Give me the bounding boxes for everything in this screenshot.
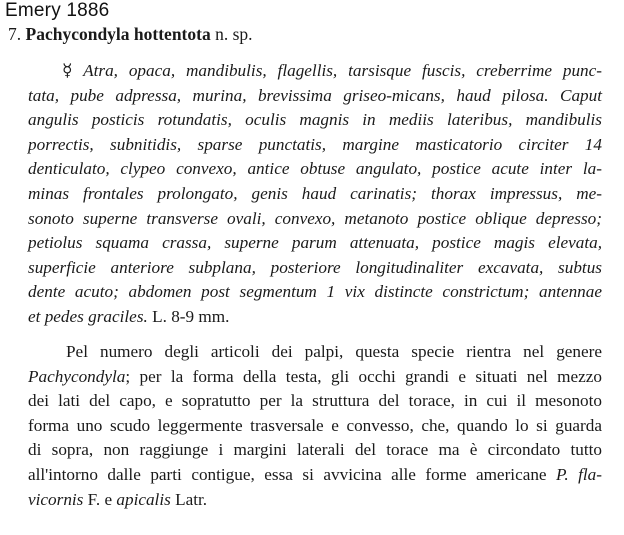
species-ref: apicalis <box>116 489 171 509</box>
discussion-line: di sopra, non raggiunge i margini laterali del torace ma è circondato tutto <box>28 440 602 460</box>
description-line: minas frontales prolongato, genis haud carinatis; thorax impressus, me- <box>28 183 602 203</box>
discussion-line: all'intorno dalle parti contigue, essa si avvicina alle forme americane P. fla- <box>28 464 602 484</box>
species-ref: vicornis <box>28 489 84 509</box>
species-name: Pachycondyla hottentota <box>25 24 211 44</box>
description-line: sonoto superne transverse ovali, convexo, metanoto postice oblique depresso; <box>28 208 602 228</box>
description-line: ☿ Atra, opaca, mandibulis, flagellis, tarsisque fuscis, creberrime punc- <box>62 61 602 80</box>
description-line: dente acuto; abdomen post segmentum 1 vix distincte constrictum; antennae <box>28 282 602 302</box>
description-line: tata, pube adpressa, murina, brevissima griseo-micans, haud pilosa. Caput <box>28 85 602 105</box>
description-line: angulis posticis rotundatis, oculis magnis in mediis lateribus, mandibulis <box>28 110 602 130</box>
size-measurement: L. 8-9 mm. <box>152 306 230 326</box>
species-discussion <box>28 340 602 512</box>
discussion-line: forma uno scudo leggermente trasversale e convesso, che, quando lo si guarda <box>28 415 602 435</box>
discussion-line: Pel numero degli articoli dei palpi, questa specie rientra nel genere <box>66 342 602 361</box>
species-number: 7. <box>8 24 22 44</box>
source-header: Emery 1886 <box>5 0 110 21</box>
description-line: porrectis, subnitidis, sparse punctatis, margine masticatorio circiter 14 <box>28 134 602 154</box>
genus-name: Pachycondyla <box>28 366 126 386</box>
species-title <box>8 24 253 45</box>
worker-symbol-icon: ☿ <box>62 61 73 80</box>
species-suffix: n. sp. <box>215 24 253 44</box>
species-description <box>28 59 602 330</box>
discussion-line: Pachycondyla; per la forma della testa, gli occhi grandi e situati nel mezzo <box>28 366 602 386</box>
discussion-line: dei lati del capo, e sopratutto per la struttura del torace, in cui il mesonoto <box>28 391 602 411</box>
description-line: denticulato, clypeo convexo, antice obtuse angulato, postice acute inter la- <box>28 159 602 179</box>
description-line: superficie anteriore subplana, posteriore longitudinaliter excavata, subtus <box>28 257 602 277</box>
description-line: et pedes graciles. L. 8-9 mm. <box>28 306 230 326</box>
discussion-line: vicornis F. e apicalis Latr. <box>28 489 208 509</box>
species-ref: P. fla- <box>556 464 602 484</box>
description-line: petiolus squama crassa, superne parum attenuata, postice magis elevata, <box>28 233 602 253</box>
